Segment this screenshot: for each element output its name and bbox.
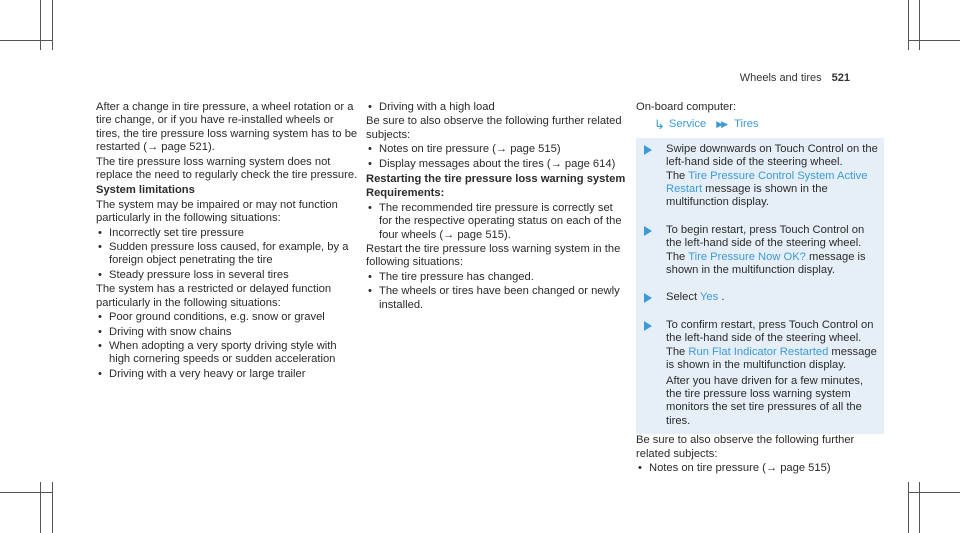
step-arrow-icon bbox=[644, 321, 652, 331]
section-heading: Restarting the tire pressure loss warning system bbox=[366, 173, 626, 186]
bullet-list bbox=[366, 143, 628, 171]
page-header bbox=[740, 72, 850, 84]
instruction-step bbox=[636, 216, 884, 284]
paragraph: After a change in tire pressure, a wheel rotation or a tire change, or if you have re-installed wheels or tires, the tire pressure loss warning system has to be restarted (→ page 521). bbox=[96, 101, 358, 154]
display-message: Run Flat Indicator Restarted bbox=[688, 345, 829, 358]
column-3 bbox=[636, 101, 884, 476]
crop-mark bbox=[52, 482, 53, 533]
paragraph: The system has a restricted or delayed function particularly in the following situations: bbox=[96, 283, 332, 309]
list-item: • Sudden pressure loss caused, for example, by a foreign object penetrating the tire bbox=[96, 241, 358, 268]
list-item: • Notes on tire pressure (→ page 515) bbox=[366, 143, 628, 156]
return-arrow-icon: ↳ bbox=[654, 117, 665, 133]
option-yes: Yes bbox=[700, 291, 719, 304]
bullet-list bbox=[636, 462, 884, 475]
requirements-heading: Requirements: bbox=[366, 187, 445, 200]
paragraph: Restart the tire pressure loss warning system in the following situations: bbox=[366, 243, 621, 269]
crop-mark bbox=[908, 492, 960, 493]
menu-item-service: Service bbox=[668, 118, 707, 131]
paragraph: The system may be impaired or may not function particularly in the following situations: bbox=[96, 198, 338, 225]
display-message: Tire Pressure Now OK? bbox=[688, 250, 806, 263]
step-note: After you have driven for a few minutes, the tire pressure loss warning system monitors the set tire pressures of all the tires. bbox=[666, 374, 864, 427]
paragraph: The tire pressure loss warning system does not replace the need to regularly check the tire pressure. bbox=[96, 155, 358, 182]
crop-mark bbox=[919, 482, 920, 533]
crop-mark bbox=[908, 482, 909, 533]
page-number: 521 bbox=[831, 72, 850, 84]
paragraph: Be sure to also observe the following further related subjects: bbox=[636, 434, 855, 460]
step-text: Swipe downwards on Touch Control on the left-hand side of the steering wheel. The Tire Pressure Control System Active Restart message is shown in the multifunction display. bbox=[666, 142, 878, 209]
bullet-list bbox=[366, 202, 628, 242]
crop-mark bbox=[0, 492, 52, 493]
instruction-step bbox=[636, 138, 884, 216]
double-chevron-icon: ▶▶ bbox=[716, 119, 727, 130]
column-2 bbox=[366, 101, 628, 313]
bullet-list bbox=[96, 227, 358, 283]
list-item: • Notes on tire pressure (→ page 515) bbox=[636, 462, 884, 475]
list-item: • Driving with a very heavy or large trailer bbox=[96, 368, 358, 381]
list-item: • The recommended tire pressure is correctly set for the respective operating status on each of the four wheels (→ page 515). bbox=[366, 202, 628, 242]
step-arrow-icon bbox=[644, 145, 652, 155]
list-item: • When adopting a very sporty driving style with high cornering speeds or sudden acceleration bbox=[96, 340, 358, 367]
list-item: • Steady pressure loss in several tires bbox=[96, 269, 358, 282]
crop-mark bbox=[908, 0, 909, 50]
paragraph: On-board computer: bbox=[636, 101, 737, 113]
crop-mark bbox=[908, 40, 960, 41]
list-item: • Driving with a high load bbox=[366, 101, 628, 114]
list-item: • Poor ground conditions, e.g. snow or gravel bbox=[96, 311, 358, 324]
display-message: Tire Pressure Control System Active Restart bbox=[666, 169, 868, 196]
step-text: To confirm restart, press Touch Control on the left-hand side of the steering wheel. The Run Flat Indicator Restarted message is shown in the multifunction display. bbox=[666, 318, 877, 372]
list-item: • Incorrectly set tire pressure bbox=[96, 227, 358, 240]
section-title: Wheels and tires bbox=[739, 72, 822, 84]
menu-item-tires: Tires bbox=[734, 118, 759, 131]
instruction-step bbox=[636, 311, 884, 434]
bullet-list bbox=[96, 311, 358, 381]
crop-mark bbox=[40, 0, 41, 50]
crop-mark bbox=[0, 40, 52, 41]
step-arrow-icon bbox=[644, 226, 652, 236]
list-item: • The tire pressure has changed. bbox=[366, 271, 628, 284]
column-1 bbox=[96, 101, 358, 382]
paragraph: Be sure to also observe the following further related subjects: bbox=[366, 115, 622, 141]
section-heading: System limitations bbox=[96, 184, 195, 197]
step-arrow-icon bbox=[644, 293, 652, 303]
step-text: Select Yes . bbox=[666, 291, 725, 304]
step-text: To begin restart, press Touch Control on the left-hand side of the steering wheel. The Tire Pressure Now OK? message is shown in the multifunction display. bbox=[666, 223, 866, 277]
crop-mark bbox=[919, 0, 920, 50]
list-item: • The wheels or tires have been changed or newly installed. bbox=[366, 285, 628, 312]
crop-mark bbox=[52, 0, 53, 50]
crop-mark bbox=[40, 482, 41, 533]
list-item: • Driving with snow chains bbox=[96, 326, 358, 339]
instruction-step bbox=[636, 283, 884, 310]
list-item: • Display messages about the tires (→ page 614) bbox=[366, 158, 628, 171]
bullet-list bbox=[366, 101, 628, 114]
menu-path bbox=[654, 118, 884, 131]
bullet-list bbox=[366, 271, 628, 312]
